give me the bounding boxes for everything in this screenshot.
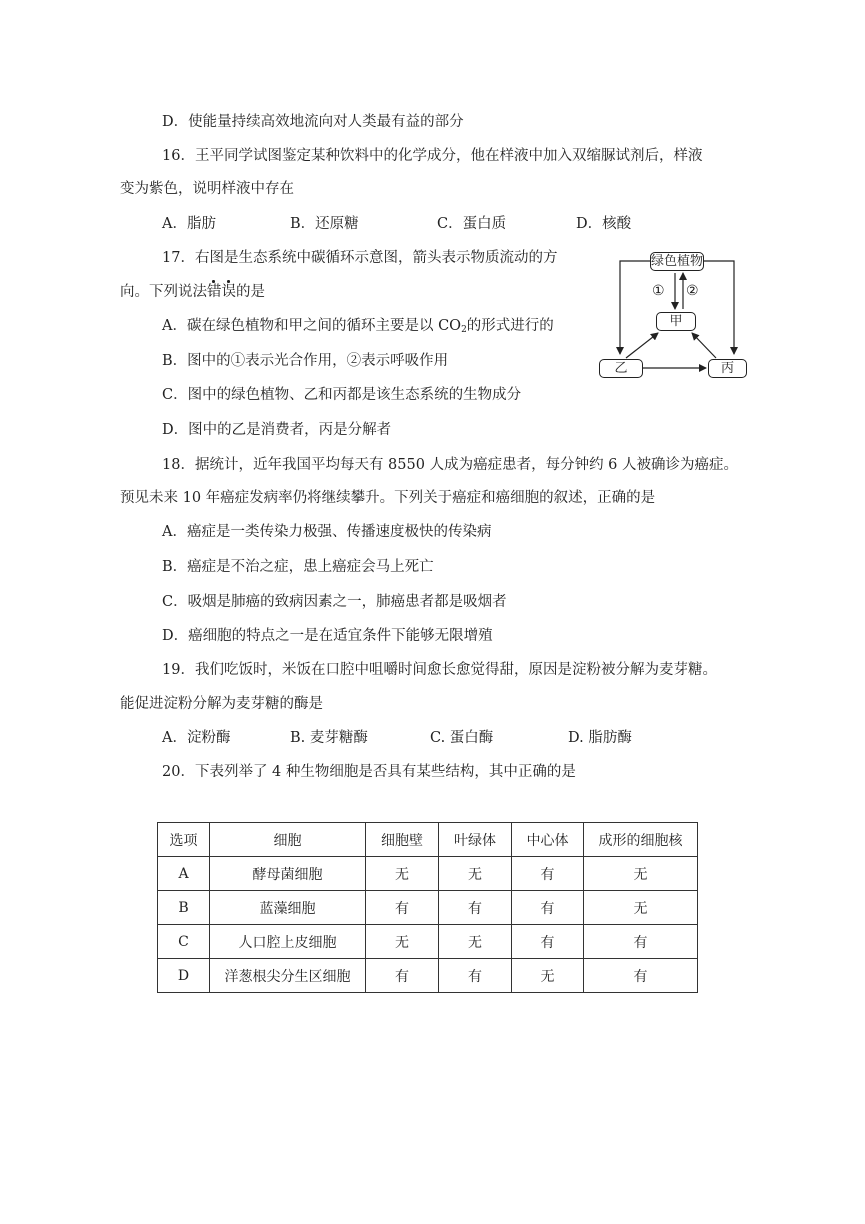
label-respiration: ② — [686, 283, 699, 299]
q18-option-d: D．癌细胞的特点之一是在适宜条件下能够无限增殖 — [162, 628, 493, 644]
table-cell: A — [158, 857, 210, 891]
table-cell: 有 — [512, 857, 584, 891]
q17-emphasis-word — [207, 284, 236, 300]
header-chloroplast: 叶绿体 — [439, 823, 512, 857]
header-option: 选项 — [158, 823, 210, 857]
q18-stem-line2: 预见未来 10 年癌症发病率仍将继续攀升。下列关于癌症和癌细胞的叙述，正确的是 — [120, 490, 656, 506]
q16-option-b: B．还原糖 — [290, 216, 359, 232]
q17-stem-prefix: 向。下列说法 — [120, 284, 207, 300]
header-nucleus: 成形的细胞核 — [584, 823, 698, 857]
node-bing: 丙 — [708, 359, 747, 378]
table-cell: 无 — [584, 857, 698, 891]
table-header-row — [158, 823, 698, 857]
table-row — [158, 891, 698, 925]
table-cell: 有 — [366, 891, 439, 925]
table-cell: 无 — [584, 891, 698, 925]
cell-structure-table — [157, 822, 698, 993]
table-cell: 有 — [584, 959, 698, 993]
table-cell: 有 — [439, 891, 512, 925]
table-cell: 有 — [439, 959, 512, 993]
q17-option-d: D．图中的乙是消费者，丙是分解者 — [162, 422, 392, 438]
q18-option-b: B．癌症是不治之症，患上癌症会马上死亡 — [162, 559, 434, 575]
q17-stem-suffix: 的是 — [236, 284, 265, 300]
header-centrosome: 中心体 — [512, 823, 584, 857]
table-cell: 有 — [512, 925, 584, 959]
q19-option-d: D. 脂肪酶 — [568, 730, 632, 746]
table-cell: 酵母菌细胞 — [210, 857, 366, 891]
q19-stem-line2: 能促进淀粉分解为麦芽糖的酶是 — [120, 696, 323, 712]
q17-stem-line2 — [120, 282, 265, 302]
table-cell: C — [158, 925, 210, 959]
table-row — [158, 857, 698, 891]
emphasis-dot — [227, 280, 230, 283]
table-cell: 无 — [439, 925, 512, 959]
table-cell: 洋葱根尖分生区细胞 — [210, 959, 366, 993]
node-yi: 乙 — [599, 359, 643, 378]
q17-option-b: B．图中的①表示光合作用，②表示呼吸作用 — [162, 353, 449, 369]
q19-option-b: B. 麦芽糖酶 — [290, 730, 368, 746]
table-cell: 无 — [366, 925, 439, 959]
table-cell: 蓝藻细胞 — [210, 891, 366, 925]
q17-option-a-text-end: 的形式进行的 — [466, 318, 554, 334]
table-cell: B — [158, 891, 210, 925]
q19-option-a: A．淀粉酶 — [162, 730, 231, 746]
q17-emphasis-text: 错误 — [207, 284, 236, 300]
q16-stem-line1: 16．王平同学试图鉴定某种饮料中的化学成分，他在样液中加入双缩脲试剂后，样液 — [162, 148, 703, 164]
table-row — [158, 925, 698, 959]
q15-option-d: D．使能量持续高效地流向对人类最有益的部分 — [162, 114, 464, 130]
q17-option-a — [162, 316, 554, 340]
table-cell: 无 — [512, 959, 584, 993]
q17-option-a-text: A．碳在绿色植物和甲之间的循环主要是以 CO — [162, 318, 462, 334]
q18-option-a: A．癌症是一类传染力极强、传播速度极快的传染病 — [162, 524, 492, 540]
q19-option-c: C. 蛋白酶 — [430, 730, 494, 746]
table-cell: 有 — [366, 959, 439, 993]
table-cell: 有 — [584, 925, 698, 959]
q16-option-d: D．核酸 — [576, 216, 632, 232]
q18-stem-line1: 18．据统计，近年我国平均每天有 8550 人成为癌症患者，每分钟约 6 人被确诊为癌症。 — [162, 457, 739, 473]
q16-option-a: A．脂肪 — [162, 216, 216, 232]
label-photosynthesis: ① — [652, 283, 665, 299]
table-cell: 人口腔上皮细胞 — [210, 925, 366, 959]
node-jia: 甲 — [656, 312, 696, 331]
emphasis-dot — [212, 280, 215, 283]
co2-subscript: 2 — [461, 325, 467, 335]
node-green-plant: 绿色植物 — [651, 254, 704, 269]
q20-stem: 20．下表列举了 4 种生物细胞是否具有某些结构，其中正确的是 — [162, 764, 576, 780]
table-cell: D — [158, 959, 210, 993]
q16-stem-line2: 变为紫色，说明样液中存在 — [120, 181, 294, 197]
header-cell-wall: 细胞壁 — [366, 823, 439, 857]
q17-option-c: C．图中的绿色植物、乙和丙都是该生态系统的生物成分 — [162, 387, 522, 403]
q16-option-c: C．蛋白质 — [437, 216, 507, 232]
q19-stem-line1: 19．我们吃饭时，米饭在口腔中咀嚼时间愈长愈觉得甜，原因是淀粉被分解为麦芽糖。 — [162, 662, 717, 678]
table-cell: 无 — [366, 857, 439, 891]
q18-option-c: C．吸烟是肺癌的致病因素之一，肺癌患者都是吸烟者 — [162, 594, 507, 610]
q17-stem-line1: 17．右图是生态系统中碳循环示意图，箭头表示物质流动的方 — [162, 250, 558, 266]
carbon-cycle-diagram — [596, 246, 748, 382]
table-cell: 有 — [512, 891, 584, 925]
table-cell: 无 — [439, 857, 512, 891]
header-cell: 细胞 — [210, 823, 366, 857]
table-row — [158, 959, 698, 993]
